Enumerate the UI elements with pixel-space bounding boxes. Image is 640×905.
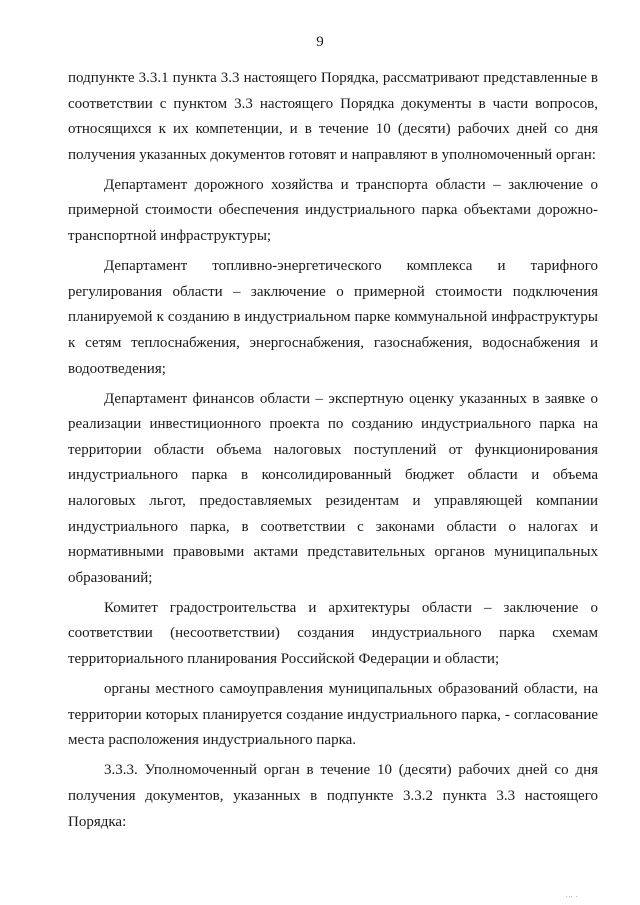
paragraph-local-government: органы местного самоуправления муниципальных образований области, на территории которых планируется создание индустриального парка, - согласование места расположения индустриального парка. xyxy=(68,681,598,749)
document-body xyxy=(68,66,598,835)
page-number: 9 xyxy=(316,34,324,50)
paragraph-road-department: Департамент дорожного хозяйства и транспорта области – заключение о примерной стоимости обеспечения индустриального парка объектами дорожно-транспортной инфраструктуры; xyxy=(68,176,598,245)
paragraph-continuation: подпункте 3.3.1 пункта 3.3 настоящего Порядка, рассматривают представленные в соответствии с пунктом 3.3 настоящего Порядка документы в части вопросов, относящихся к их компетенции, и в течение 10 (десяти) рабочих дней со дня получения указанных документов готовят и направляют в уполномоченный орган: xyxy=(68,70,598,163)
paragraph-energy-department: Департамент топливно-энергетического комплекса и тарифного регулирования области – заключение о примерной стоимости подключения планируемой к созданию в индустриальном парке коммунальной инфраструктуры к сетям теплоснабжения, энергоснабжения, газоснабжения, водоснабжения и водоотведения; xyxy=(68,258,598,377)
paragraph-3-3-3: 3.3.3. Уполномоченный орган в течение 10 (десяти) рабочих дней со дня получения документов, указанных в подпункте 3.3.2 пункта 3.3 настоящего Порядка: xyxy=(68,762,598,830)
footer-mark: ... . xyxy=(566,893,579,899)
paragraph-urban-planning-committee: Комитет градостроительства и архитектуры области – заключение о соответствии (несоответствии) создания индустриального парка схемам территориального планирования Российской Федерации и области; xyxy=(68,599,598,668)
paragraph-finance-department: Департамент финансов области – экспертную оценку указанных в заявке о реализации инвестиционного проекта по созданию индустриального парка на территории области объема налоговых поступлений от функционирования индустриального парка в консолидированный бюджет области и объема налоговых льгот, предоставляемых резидентам и управляющей компании индустриального парка, в соответствии с законами области о налогах и нормативными правовыми актами представительных органов муниципальных образований; xyxy=(68,390,598,586)
